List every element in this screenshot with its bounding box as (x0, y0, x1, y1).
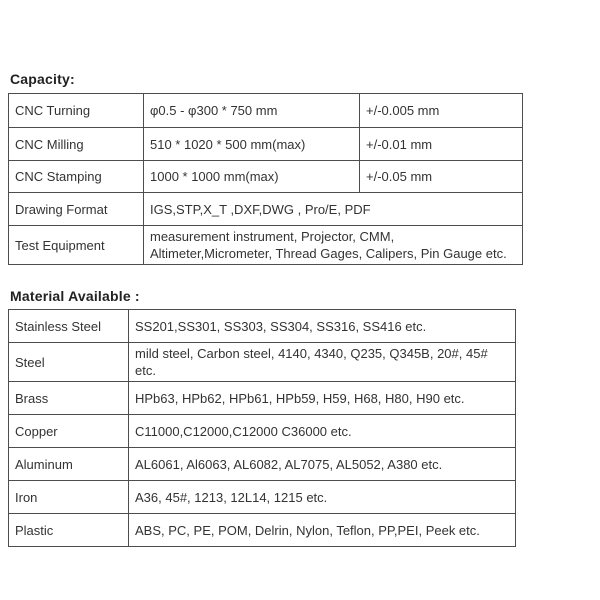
material-grades: AL6061, Al6063, AL6082, AL7075, AL5052, A380 etc. (129, 448, 516, 481)
materials-title: Material Available : (10, 288, 140, 304)
material-name: Aluminum (9, 448, 129, 481)
table-row (9, 343, 516, 382)
material-grades: SS201,SS301, SS303, SS304, SS316, SS416 etc. (129, 310, 516, 343)
capacity-spec: 1000 * 1000 mm(max) (144, 161, 360, 193)
table-row (9, 226, 523, 265)
table-row (9, 161, 523, 193)
material-name: Plastic (9, 514, 129, 547)
capacity-label: CNC Stamping (9, 161, 144, 193)
material-grades: A36, 45#, 1213, 12L14, 1215 etc. (129, 481, 516, 514)
table-row (9, 128, 523, 161)
material-name: Steel (9, 343, 129, 382)
table-row (9, 514, 516, 547)
capacity-label: CNC Milling (9, 128, 144, 161)
capacity-spec: 510 * 1020 * 500 mm(max) (144, 128, 360, 161)
material-grades: HPb63, HPb62, HPb61, HPb59, H59, H68, H80, H90 etc. (129, 382, 516, 415)
material-name: Brass (9, 382, 129, 415)
table-row (9, 94, 523, 128)
material-grades: mild steel, Carbon steel, 4140, 4340, Q235, Q345B, 20#, 45# etc. (129, 343, 516, 382)
materials-table (8, 309, 516, 547)
material-grades: C11000,C12000,C12000 C36000 etc. (129, 415, 516, 448)
capacity-label: Test Equipment (9, 226, 144, 265)
capacity-tolerance: +/-0.05 mm (360, 161, 523, 193)
table-row (9, 193, 523, 226)
material-name: Copper (9, 415, 129, 448)
material-name: Stainless Steel (9, 310, 129, 343)
capacity-table (8, 93, 523, 265)
capacity-tolerance: +/-0.01 mm (360, 128, 523, 161)
capacity-spec: φ0.5 - φ300 * 750 mm (144, 94, 360, 128)
capacity-tolerance: +/-0.005 mm (360, 94, 523, 128)
material-grades: ABS, PC, PE, POM, Delrin, Nylon, Teflon, PP,PEI, Peek etc. (129, 514, 516, 547)
capacity-label: CNC Turning (9, 94, 144, 128)
table-row (9, 448, 516, 481)
capacity-spec: measurement instrument, Projector, CMM, Altimeter,Micrometer, Thread Gages, Calipers, Pin Gauge etc. (144, 226, 523, 265)
document-content (8, 71, 528, 547)
capacity-spec: IGS,STP,X_T ,DXF,DWG , Pro/E, PDF (144, 193, 523, 226)
table-row (9, 481, 516, 514)
table-row (9, 415, 516, 448)
table-row (9, 310, 516, 343)
table-row (9, 382, 516, 415)
capacity-label: Drawing Format (9, 193, 144, 226)
capacity-title: Capacity: (10, 71, 75, 87)
material-name: Iron (9, 481, 129, 514)
